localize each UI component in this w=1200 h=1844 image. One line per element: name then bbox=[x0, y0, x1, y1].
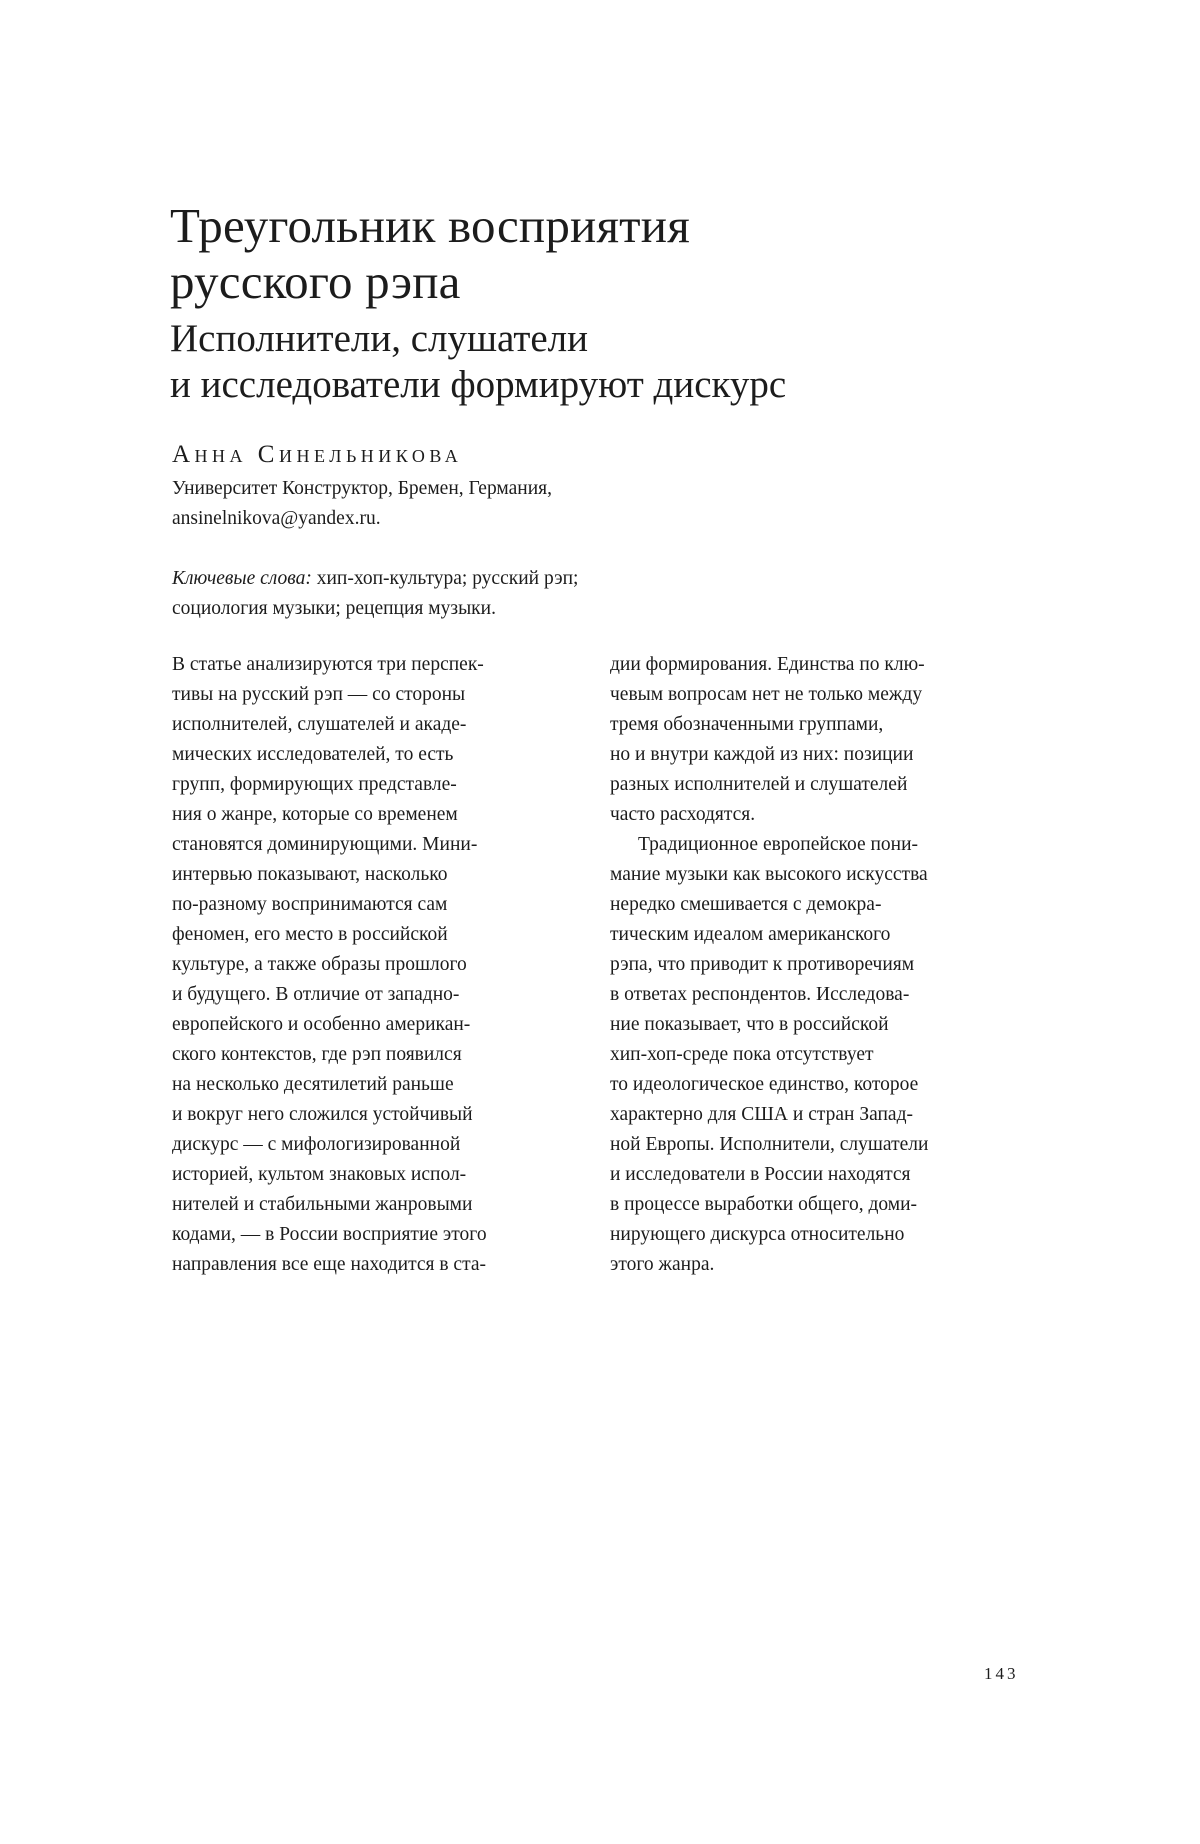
text-line: феномен, его место в российской bbox=[172, 924, 448, 945]
text-line: интервью показывают, насколько bbox=[172, 864, 448, 885]
text-line: на несколько десятилетий раньше bbox=[172, 1074, 454, 1095]
text-line: историей, культом знаковых испол- bbox=[172, 1164, 467, 1185]
author-name: Анна Синельникова bbox=[172, 441, 463, 468]
text-line: тическим идеалом американского bbox=[610, 924, 891, 945]
text-line: хип-хоп-среде пока отсутствует bbox=[610, 1044, 874, 1065]
text-line: по-разному воспринимаются сам bbox=[172, 894, 448, 915]
text-line: В статье анализируются три перспек- bbox=[172, 654, 484, 675]
text-line: нередко смешивается с демокра- bbox=[610, 894, 882, 915]
text-line: тивы на русский рэп — со стороны bbox=[172, 684, 466, 705]
affiliation-line: Университет Конструктор, Бремен, Германия, bbox=[172, 478, 552, 499]
text-line: в процессе выработки общего, доми- bbox=[610, 1194, 918, 1215]
text-line: мических исследователей, то есть bbox=[172, 744, 454, 765]
text-line: тремя обозначенными группами, bbox=[610, 714, 884, 735]
text-line: ной Европы. Исполнители, слушатели bbox=[610, 1134, 929, 1155]
text-line: групп, формирующих представле- bbox=[172, 774, 457, 795]
article-subtitle-line: и исследователи формируют дискурс bbox=[170, 363, 787, 406]
text-line: европейского и особенно американ- bbox=[172, 1014, 471, 1035]
text-line: характерно для США и стран Запад- bbox=[610, 1104, 914, 1125]
text-line: дискурс — с мифологизированной bbox=[172, 1134, 461, 1155]
text-line: рэпа, что приводит к противоречиям bbox=[610, 954, 915, 975]
text-line: разных исполнителей и слушателей bbox=[610, 774, 908, 795]
text-line: этого жанра. bbox=[610, 1254, 715, 1275]
text-line: кодами, — в России восприятие этого bbox=[172, 1224, 487, 1245]
text-line: и исследователи в России находятся bbox=[610, 1164, 911, 1185]
text-line: исполнителей, слушателей и акаде- bbox=[172, 714, 467, 735]
text-line: но и внутри каждой из них: позиции bbox=[610, 744, 914, 765]
abstract-left-column bbox=[172, 650, 487, 1280]
text-line: в ответах респондентов. Исследова- bbox=[610, 984, 910, 1005]
article-title-line: Треугольник восприятия bbox=[170, 198, 690, 253]
keywords-label: Ключевые слова: bbox=[172, 568, 312, 589]
text-line: часто расходятся. bbox=[610, 804, 756, 825]
text-line: направления все еще находится в ста- bbox=[172, 1254, 486, 1275]
abstract-right-column bbox=[610, 650, 928, 1280]
text-line: то идеологическое единство, которое bbox=[610, 1074, 919, 1095]
keywords-line: социология музыки; рецепция музыки. bbox=[172, 598, 496, 619]
article-subtitle-line: Исполнители, слушатели bbox=[170, 317, 589, 360]
author-email: ansinelnikova@yandex.ru. bbox=[172, 508, 381, 529]
text-line: чевым вопросам нет не только между bbox=[610, 684, 923, 705]
page-number: 143 bbox=[984, 1664, 1019, 1683]
keywords bbox=[172, 564, 578, 624]
article-subtitle bbox=[170, 316, 786, 408]
article-title-line: русского рэпа bbox=[170, 254, 461, 309]
article-title bbox=[170, 198, 690, 310]
text-line: дии формирования. Единства по клю- bbox=[610, 654, 925, 675]
keywords-text: хип-хоп-культура; русский рэп; bbox=[311, 568, 579, 589]
text-line: ния о жанре, которые со временем bbox=[172, 804, 458, 825]
text-line: нителей и стабильными жанровыми bbox=[172, 1194, 473, 1215]
text-line: Традиционное европейское пони- bbox=[638, 834, 919, 855]
text-line: ского контекстов, где рэп появился bbox=[172, 1044, 462, 1065]
text-line: культуре, а также образы прошлого bbox=[172, 954, 467, 975]
text-line: ние показывает, что в российской bbox=[610, 1014, 889, 1035]
text-line: и будущего. В отличие от западно- bbox=[172, 984, 460, 1005]
text-line: нирующего дискурса относительно bbox=[610, 1224, 905, 1245]
text-line: становятся доминирующими. Мини- bbox=[172, 834, 478, 855]
author-affiliation bbox=[172, 474, 552, 534]
text-line: мание музыки как высокого искусства bbox=[610, 864, 928, 885]
keywords-line bbox=[172, 564, 578, 594]
text-line: и вокруг него сложился устойчивый bbox=[172, 1104, 473, 1125]
